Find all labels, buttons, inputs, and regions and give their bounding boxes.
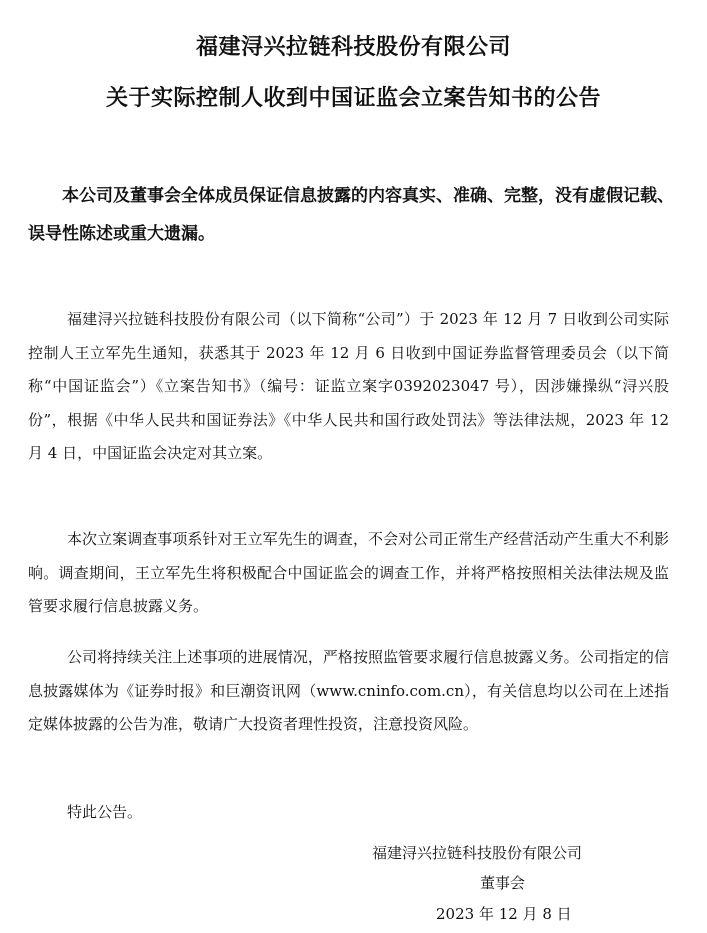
signature-board: 董事会 <box>480 874 526 892</box>
disclosure-notice: 本公司及董事会全体成员保证信息披露的内容真实、准确、完整，没有虚假记载、误导性陈述或重大遗漏。 <box>28 186 674 244</box>
paragraph-disclosure-media: 公司将持续关注上述事项的进展情况，严格按照监管要求履行信息披露义务。公司指定的信息披露媒体为《证券时报》和巨潮资讯网（www.cninfo.com.cn），有关信息均以公司在上述指定媒体披露的公告为准，敬请广大投资者理性投资，注意投资风险。 <box>28 648 669 733</box>
signature-company: 福建浔兴拉链科技股份有限公司 <box>372 844 583 862</box>
announcement-title: 关于实际控制人收到中国证监会立案告知书的公告 <box>105 86 601 111</box>
paragraph-investigation-notice: 福建浔兴拉链科技股份有限公司（以下简称“公司”）于 2023 年 12 月 7 日收到公司实际控制人王立军先生通知，获悉其于 2023 年 12 月 6 日收到中国证券监督管理委员会（以下简称“中国证监会”）《立案告知书》（编号：证监立案字0392023047 号），因涉嫌操纵“浔兴股份”，根据《中华人民共和国证券法》《中华人民共和国行政处罚法》等法律法规，2023 年 12 月 4 日，中国证监会决定对其立案。 <box>28 310 669 462</box>
paragraph-closing: 特此公告。 <box>67 803 143 821</box>
paragraph-impact: 本次立案调查事项系针对王立军先生的调查，不会对公司正常生产经营活动产生重大不利影响。调查期间，王立军先生将积极配合中国证监会的调查工作，并将严格按照相关法律法规及监管要求履行信息披露义务。 <box>28 530 669 615</box>
company-title: 福建浔兴拉链科技股份有限公司 <box>195 35 511 60</box>
signature-date: 2023 年 12 月 8 日 <box>436 905 572 923</box>
